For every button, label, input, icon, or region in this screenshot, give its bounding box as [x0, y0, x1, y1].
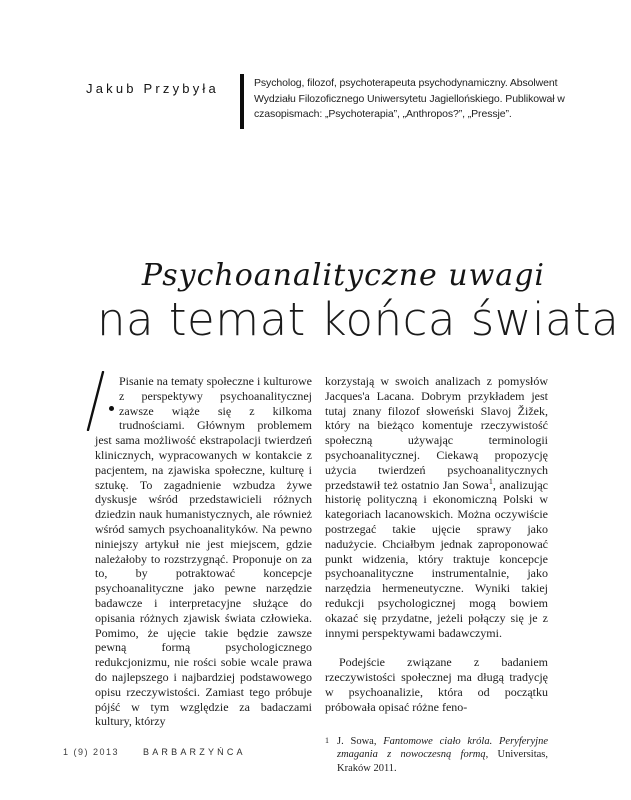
paragraph-text: , analizując historię polityczną i ekonomiczną Polski w kategoriach lacanowskich. Można oczywiście postrzegać takie ujęcie sprawy jako nadużycie. Chciałbym jednak zaproponować punkt widzenia, który traktuje koncepcje psychoanalityczne instrumentalnie, jako narzędzia hermeneutyczne. Wyniki takiej redukcji psychologicznej mogą bowiem okazać się przydatne, jeżeli połączy się je z innymi perspektywami badawczymi.: [325, 477, 548, 640]
author-name: Jakub Przybyła: [86, 81, 219, 96]
issue-number: 1 (9) 2013: [63, 747, 120, 757]
drop-cap-slash-icon: [86, 371, 106, 431]
paragraph-second: Podejście związane z badaniem rzeczywistości społecznej ma długą tradycję w psychoanalizie, która od początku próbowała opisać różne feno-: [325, 655, 548, 714]
footnote-marker: 1: [325, 735, 329, 745]
body-column-right: [325, 374, 548, 775]
footnote-text: J. Sowa,: [337, 735, 384, 747]
paragraph-bullet-icon: [109, 406, 114, 411]
footnote: [325, 735, 548, 776]
page-footer: [63, 747, 246, 757]
article-kicker: Psychoanalityczne uwagi: [141, 258, 545, 293]
author-divider-bar: [240, 74, 244, 129]
paragraph-continued: [325, 374, 548, 640]
article-title: na temat końca świata: [97, 293, 620, 346]
left-column-text: Pisanie na tematy społeczne i kulturowe z perspektywy psychoanalitycznej zawsze wiąże się z kilkoma trudnościami. Głównym problemem jest sama możliwość ekstrapolacji twierdzeń klinicznych, wypracowanych w kontakcie z pacjentem, na zjawiska społeczne, kulturę i sztukę. To zagadnienie wzbudza żywe dyskusje wśród przedstawicieli różnych dziedzin nauk humanistycznych, ale również wśród samych psychoanalityków. Na pewno niniejszy artykuł nie jest miejscem, gdzie należałoby to rozstrzygnąć. Proponuje on za to, by potraktować koncepcje psychoanalityczne jako pewne narzędzie badawcze i interpretacyjne służące do opisania różnych zjawisk świata człowieka. Pomimo, że ujęcie takie będzie zawsze pewną formą psychologicznego redukcjonizmu, nie rości sobie wcale prawa do najlepszego i najbardziej podstawowego opisu rzeczywistości. Zamiast tego próbuje pójść w tym względzie za badaczami kultury, którzy: [95, 374, 312, 729]
magazine-name: BARBARZYŃCA: [143, 747, 246, 757]
body-column-left: [95, 374, 312, 729]
paragraph-text: korzystają w swoich analizach z pomysłów Jacques'a Lacana. Dobrym przykładem jest tutaj znany filozof słoweński Slavoj Žižek, który na bieżąco komentuje rzeczywistość społeczną używając terminologii psychoanalitycznej. Ciekawą propozycję użycia twierdzeń psychoanalitycznych przedstawił też ostatnio Jan Sowa: [325, 374, 548, 492]
footnote-reference: 1: [488, 476, 493, 486]
footnote-book-title: Fantomowe ciało króla. Peryferyjne zmagania z nowoczesną formą: [337, 735, 548, 761]
footnote-text: , Universitas, Kraków 2011.: [337, 749, 548, 774]
author-bio: Psycholog, filozof, psychoterapeuta psychodynamiczny. Absolwent Wydziału Filozoficznego Uniwersytetu Jagiellońskiego. Publikował w czasopismach: „Psychoterapia”, „Anthropos?”, „Pressje”.: [254, 77, 565, 120]
